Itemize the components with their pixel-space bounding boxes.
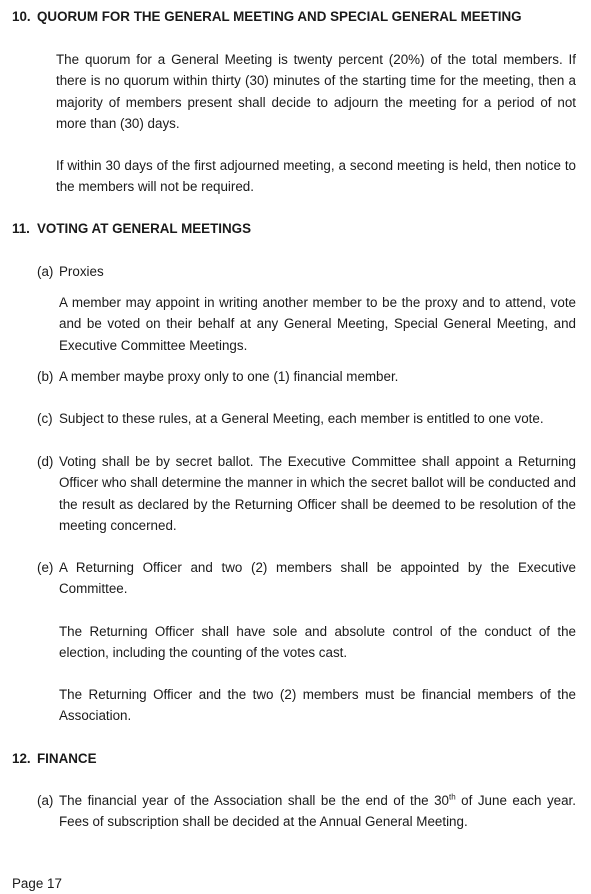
item-text-start: The financial year of the Association shall be the end of the 30: [59, 793, 449, 808]
item-text: [59, 790, 576, 833]
item-label: (a): [37, 793, 54, 808]
ordinal-superscript: th: [449, 792, 456, 802]
section-number: 10.: [12, 9, 31, 24]
item-label: (d): [37, 454, 54, 469]
section-number: 11.: [12, 221, 30, 236]
item-text: A Returning Officer and two (2) members shall be appointed by the Executive Committee.: [59, 560, 576, 597]
section-title: VOTING AT GENERAL MEETINGS: [37, 221, 252, 236]
item-text: Proxies: [59, 264, 104, 279]
item-label: (c): [37, 411, 53, 426]
section-title: FINANCE: [37, 751, 97, 766]
item-label: (a): [37, 264, 54, 279]
item-text: Voting shall be by secret ballot. The Executive Committee shall appoint a Returning Officer who shall determine the manner in which the secret ballot will be conducted and the result as declared by the Returning Officer shall be deemed to be resolution of the meeting concerned.: [59, 454, 576, 533]
section-12-heading: [12, 748, 97, 769]
section-title: QUORUM FOR THE GENERAL MEETING AND SPECIAL GENERAL MEETING: [37, 9, 522, 24]
list-item-a: [37, 261, 576, 282]
list-item-d: [37, 451, 576, 536]
proxies-paragraph: A member may appoint in writing another member to be the proxy and to attend, vote and be voted on their behalf at any General Meeting, Special General Meeting, and Executive Committee Meetings.: [59, 295, 576, 353]
section-number: 12.: [12, 751, 31, 766]
list-item-b: [37, 366, 576, 387]
item-text-end: of June each year. Fees of subscription shall be decided at the Annual General Meeting.: [59, 793, 576, 830]
item-label: (b): [37, 369, 54, 384]
returning-officer-control-paragraph: The Returning Officer shall have sole and absolute control of the conduct of the election, including the counting of the votes cast.: [59, 624, 576, 661]
page-number: Page 17: [12, 876, 62, 891]
item-text: Subject to these rules, at a General Meeting, each member is entitled to one vote.: [59, 411, 544, 426]
section-11-heading: [12, 218, 251, 239]
item-text: A member maybe proxy only to one (1) financial member.: [59, 369, 399, 384]
quorum-paragraph: The quorum for a General Meeting is twenty percent (20%) of the total members. If there is no quorum within thirty (30) minutes of the starting time for the meeting, then a majority of members present shall decide to adjourn the meeting for a period of not more than (30) days.: [56, 52, 576, 131]
list-item-a: [37, 790, 576, 833]
item-label: (e): [37, 560, 54, 575]
list-item-e: [37, 557, 576, 600]
section-10-heading: [12, 6, 522, 27]
adjourned-meeting-paragraph: If within 30 days of the first adjourned meeting, a second meeting is held, then notice to the members will not be required.: [56, 158, 576, 195]
financial-members-paragraph: The Returning Officer and the two (2) members must be financial members of the Association.: [59, 687, 576, 724]
list-item-c: [37, 408, 576, 429]
